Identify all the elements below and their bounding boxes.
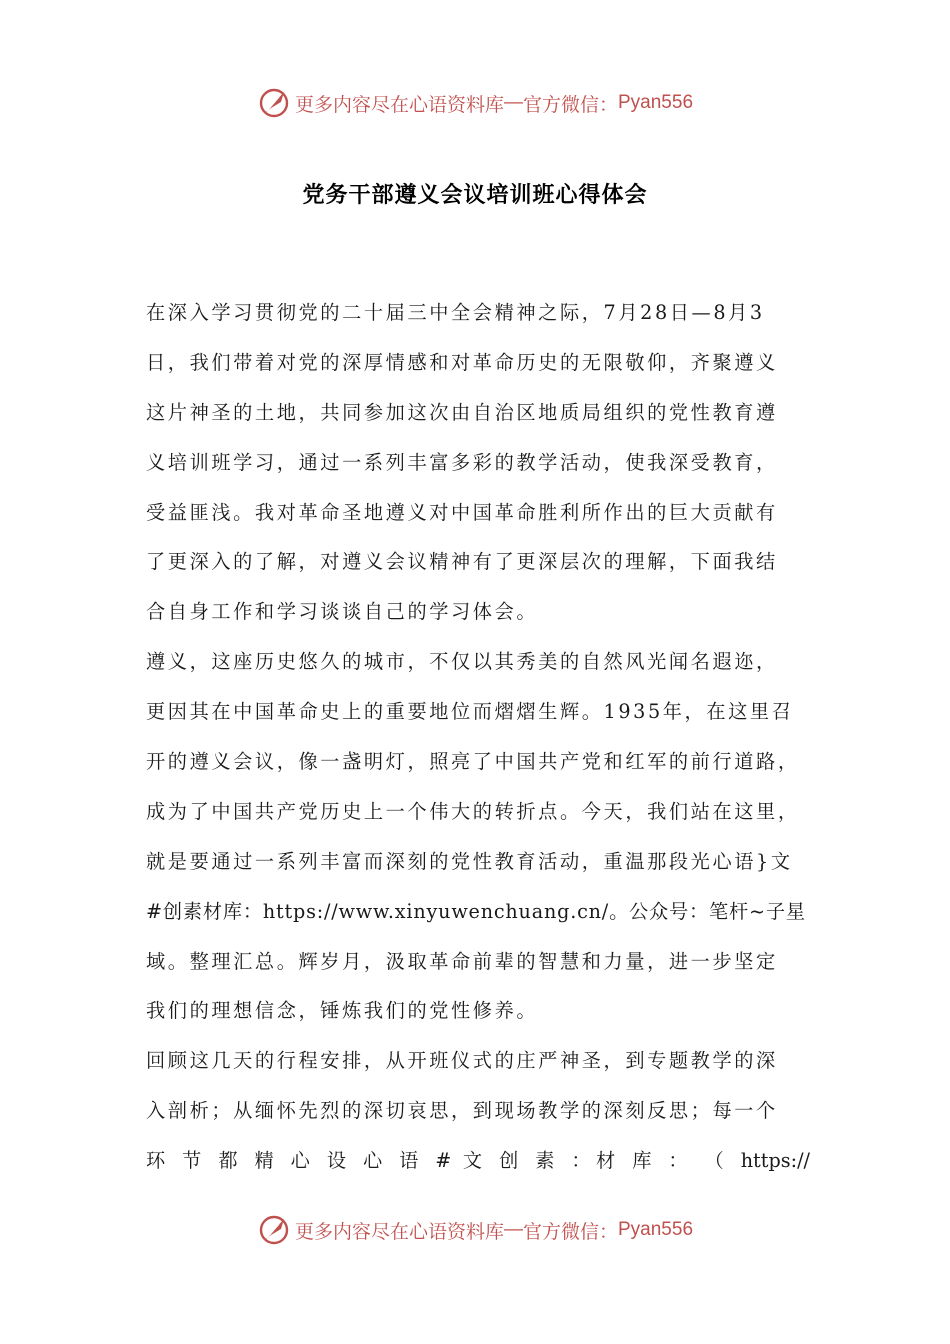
text-line: 在深入学习贯彻党的二十届三中全会精神之际，7月28日—8月3 bbox=[146, 301, 765, 324]
text-line: 义培训班学习，通过一系列丰富多彩的教学活动，使我深受教育， bbox=[146, 450, 778, 474]
text-line: 了更深入的了解，对遵义会议精神有了更深层次的理解，下面我结 bbox=[146, 550, 778, 574]
watermark-wechat-label: 官方微信： bbox=[522, 93, 618, 116]
text-line: 开的遵义会议，像一盏明灯，照亮了中国共产党和红军的前行道路， bbox=[146, 750, 800, 774]
text-line: 更因其在中国革命史上的重要地位而熠熠生辉。1935年，在这里召 bbox=[146, 700, 794, 724]
text-line: 域。整理汇总。辉岁月，汲取革命前辈的智慧和力量，进一步坚定 bbox=[146, 949, 778, 973]
document-title: 党务干部遵义会议培训班心得体会 bbox=[302, 182, 648, 208]
text-line: 日，我们带着对党的深厚情感和对革命历史的无限敬仰，齐聚遵义 bbox=[146, 350, 778, 374]
document-body bbox=[146, 292, 810, 1190]
text-line: #创素材库：https://www.xinyuwenchuang.cn/。公众号：笔杆~子星 bbox=[146, 899, 806, 923]
watermark-wechat-id: Pyan556 bbox=[618, 92, 694, 113]
watermark-wechat-label: 官方微信： bbox=[522, 1220, 618, 1243]
text-line: 环 节 都 精 心 设 心 语 # 文 创 素 ：材 库 ： （ https:// bbox=[146, 1149, 810, 1173]
watermark-dash: — bbox=[503, 92, 523, 113]
quill-logo-icon bbox=[257, 86, 291, 120]
text-line: 这片神圣的土地，共同参加这次由自治区地质局组织的党性教育遵 bbox=[146, 400, 778, 424]
watermark-text: 更多内容尽在心语资料库 bbox=[294, 93, 504, 116]
text-line: 回顾这几天的行程安排，从开班仪式的庄严神圣，到专题教学的深 bbox=[146, 1049, 778, 1073]
watermark-wechat-id: Pyan556 bbox=[618, 1219, 694, 1240]
header-watermark bbox=[0, 83, 950, 123]
watermark-text: 更多内容尽在心语资料库 bbox=[294, 1220, 504, 1243]
quill-logo-icon bbox=[257, 1213, 291, 1247]
text-line: 合自身工作和学习谈谈自己的学习体会。 bbox=[146, 600, 539, 624]
text-line: 我们的理想信念，锤炼我们的党性修养。 bbox=[146, 999, 539, 1023]
text-line: 入剖析；从缅怀先烈的深切哀思，到现场教学的深刻反思；每一个 bbox=[146, 1099, 778, 1123]
text-line: 就是要通过一系列丰富而深刻的党性教育活动，重温那段光心语}文 bbox=[146, 849, 793, 873]
watermark-dash: — bbox=[503, 1219, 523, 1240]
footer-watermark bbox=[0, 1210, 950, 1250]
text-line: 遵义，这座历史悠久的城市，不仅以其秀美的自然风光闻名遐迩， bbox=[146, 650, 778, 674]
text-line: 成为了中国共产党历史上一个伟大的转折点。今天，我们站在这里， bbox=[146, 799, 800, 823]
text-line: 受益匪浅。我对革命圣地遵义对中国革命胜利所作出的巨大贡献有 bbox=[146, 500, 778, 524]
